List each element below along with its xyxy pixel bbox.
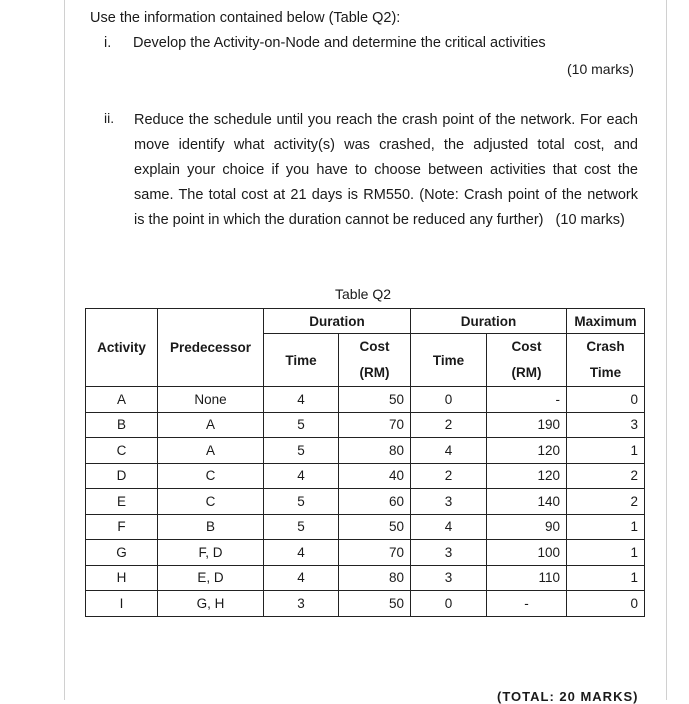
table-row [86, 514, 645, 540]
cell-crash-cost: - [487, 387, 567, 413]
cell-activity: A [86, 387, 158, 413]
cell-predecessor: None [158, 387, 264, 413]
cell-normal-time: 5 [264, 489, 339, 515]
cell-normal-time: 4 [264, 540, 339, 566]
cell-crash-cost: 100 [487, 540, 567, 566]
cell-activity: G [86, 540, 158, 566]
cell-crash-time: 2 [411, 412, 487, 438]
cell-crash-cost: 190 [487, 412, 567, 438]
table-caption: Table Q2 [335, 286, 392, 302]
cell-predecessor: C [158, 489, 264, 515]
cell-normal-time: 4 [264, 387, 339, 413]
header-crash-time: Time [411, 334, 487, 387]
cell-activity: D [86, 463, 158, 489]
cell-crash-cost: 110 [487, 565, 567, 591]
question-2-line: same. The total cost at 21 days is RM550. (Note: Crash point of the network [134, 187, 638, 203]
total-marks-fragment: (TOTAL: 20 MARKS) [497, 689, 639, 704]
cell-normal-time: 4 [264, 565, 339, 591]
cell-crash-time: 0 [411, 387, 487, 413]
header-normal-cost [339, 334, 411, 387]
cell-normal-cost: 80 [339, 438, 411, 464]
cell-predecessor: E, D [158, 565, 264, 591]
cell-max-crash: 2 [567, 463, 645, 489]
cell-predecessor: C [158, 463, 264, 489]
cell-crash-time: 2 [411, 463, 487, 489]
cell-normal-time: 5 [264, 438, 339, 464]
cell-normal-cost: 70 [339, 412, 411, 438]
header-normal-duration: Duration [264, 309, 411, 334]
question-2-number: ii. [104, 110, 115, 126]
page-edge-left [64, 0, 65, 700]
cell-normal-cost: 50 [339, 514, 411, 540]
cell-normal-time: 3 [264, 591, 339, 617]
cell-max-crash: 1 [567, 565, 645, 591]
table-row [86, 591, 645, 617]
cell-max-crash: 0 [567, 591, 645, 617]
table-row [86, 489, 645, 515]
table-row [86, 438, 645, 464]
cell-predecessor: A [158, 412, 264, 438]
question-1-text: Develop the Activity-on-Node and determine the critical activities [133, 35, 546, 51]
cell-crash-cost: 120 [487, 463, 567, 489]
cell-normal-cost: 50 [339, 591, 411, 617]
header-normal-cost-unit: (RM) [359, 365, 390, 380]
cell-crash-cost: 140 [487, 489, 567, 515]
header-time-label: Time [589, 365, 622, 380]
cell-max-crash: 0 [567, 387, 645, 413]
question-2-line: move identify what activity(s) was crashed, the adjusted total cost, and [134, 137, 638, 153]
cell-activity: I [86, 591, 158, 617]
cell-activity: C [86, 438, 158, 464]
header-activity: Activity [86, 309, 158, 387]
header-crash-cost-unit: (RM) [511, 365, 542, 380]
cell-crash-time: 3 [411, 565, 487, 591]
cell-crash-time: 3 [411, 489, 487, 515]
question-1-marks: (10 marks) [567, 61, 634, 77]
question-2-line: is the point in which the duration cannot be reduced any further) (10 marks) [134, 212, 625, 228]
cell-max-crash: 3 [567, 412, 645, 438]
cell-normal-time: 5 [264, 514, 339, 540]
page-edge-right [666, 0, 667, 700]
cell-max-crash: 2 [567, 489, 645, 515]
cell-normal-cost: 80 [339, 565, 411, 591]
cell-normal-cost: 70 [339, 540, 411, 566]
cell-normal-cost: 50 [339, 387, 411, 413]
cell-activity: F [86, 514, 158, 540]
activity-table-body [86, 387, 645, 617]
cell-normal-cost: 40 [339, 463, 411, 489]
cell-crash-cost: 90 [487, 514, 567, 540]
header-predecessor: Predecessor [158, 309, 264, 387]
activity-table [85, 308, 645, 617]
cell-normal-cost: 60 [339, 489, 411, 515]
table-row [86, 565, 645, 591]
cell-predecessor: B [158, 514, 264, 540]
cell-predecessor: F, D [158, 540, 264, 566]
cell-activity: H [86, 565, 158, 591]
table-row [86, 463, 645, 489]
header-normal-cost-label: Cost [359, 339, 390, 354]
table-row [86, 540, 645, 566]
table-row [86, 387, 645, 413]
table-row [86, 412, 645, 438]
cell-predecessor: A [158, 438, 264, 464]
question-1-number: i. [104, 35, 112, 51]
cell-max-crash: 1 [567, 540, 645, 566]
cell-activity: B [86, 412, 158, 438]
cell-normal-time: 5 [264, 412, 339, 438]
cell-max-crash: 1 [567, 514, 645, 540]
header-crash-cost [487, 334, 567, 387]
cell-activity: E [86, 489, 158, 515]
question-2-line: explain your choice if you have to choose between activities that cost the [134, 162, 638, 178]
header-crash-cost-label: Cost [511, 339, 542, 354]
cell-crash-cost: - [487, 591, 567, 617]
cell-crash-time: 0 [411, 591, 487, 617]
instructions-intro: Use the information contained below (Table Q2): [90, 10, 401, 26]
cell-crash-cost: 120 [487, 438, 567, 464]
question-2-text [134, 108, 638, 233]
cell-predecessor: G, H [158, 591, 264, 617]
cell-normal-time: 4 [264, 463, 339, 489]
header-crash-label: Crash [586, 339, 625, 354]
header-maximum: Maximum [567, 309, 645, 334]
header-max-crash-time [567, 334, 645, 387]
header-crash-duration: Duration [411, 309, 567, 334]
cell-crash-time: 3 [411, 540, 487, 566]
cell-crash-time: 4 [411, 514, 487, 540]
question-2-line: Reduce the schedule until you reach the crash point of the network. For each [134, 112, 638, 128]
cell-crash-time: 4 [411, 438, 487, 464]
header-normal-time: Time [264, 334, 339, 387]
cell-max-crash: 1 [567, 438, 645, 464]
